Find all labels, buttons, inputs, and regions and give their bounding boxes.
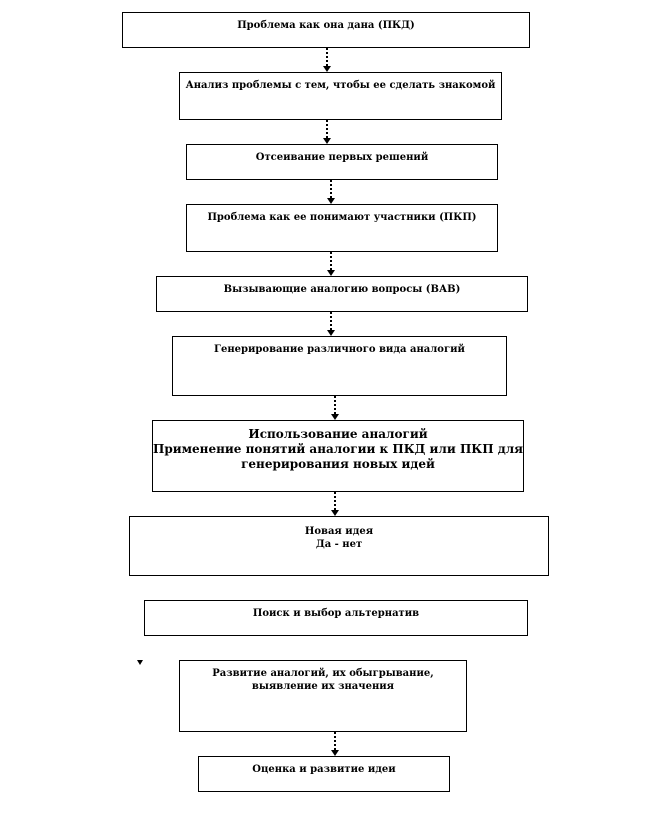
step-3-text: Отсеивание первых решений bbox=[255, 152, 429, 163]
arrow-1-2 bbox=[322, 48, 332, 72]
step-6-box bbox=[172, 336, 507, 396]
step-5-box bbox=[156, 276, 528, 312]
arrow-3-4 bbox=[326, 180, 336, 204]
arrow-2-3 bbox=[322, 120, 332, 144]
step-10-text-line-1: Развитие аналогий, их обыгрывание, bbox=[212, 668, 434, 679]
arrow-6-7 bbox=[330, 396, 340, 420]
step-11-text: Оценка и развитие идеи bbox=[252, 764, 396, 775]
step-1-box bbox=[122, 12, 530, 48]
step-6-text: Генерирование различного вида аналогий bbox=[214, 344, 465, 355]
step-8-box bbox=[129, 516, 549, 576]
stray-arrowhead-icon bbox=[137, 660, 143, 665]
step-9-box bbox=[144, 600, 528, 636]
arrow-10-11 bbox=[330, 732, 340, 756]
step-10-text-line-2: выявление их значения bbox=[251, 681, 395, 692]
step-5-text: Вызывающие аналогию вопросы (ВАВ) bbox=[223, 284, 461, 295]
step-11-box bbox=[198, 756, 450, 792]
step-9-text: Поиск и выбор альтернатив bbox=[252, 608, 420, 619]
step-7-box bbox=[152, 420, 524, 492]
step-2-text: Анализ проблемы с тем, чтобы ее сделать знакомой bbox=[185, 80, 496, 91]
arrow-4-5 bbox=[326, 252, 336, 276]
step-7-text-line-2: Применение понятий аналогии к ПКД или ПКП для bbox=[152, 442, 524, 456]
arrow-5-6 bbox=[326, 312, 336, 336]
step-7-text-line-1: Использование аналогий bbox=[248, 427, 428, 441]
step-8-text-line-2: Да - нет bbox=[315, 539, 363, 550]
step-4-box bbox=[186, 204, 498, 252]
step-10-box bbox=[179, 660, 467, 732]
step-2-box bbox=[179, 72, 502, 120]
step-7-text-line-3: генерирования новых идей bbox=[241, 457, 435, 471]
step-1-text: Проблема как она дана (ПКД) bbox=[237, 20, 415, 31]
step-4-text: Проблема как ее понимают участники (ПКП) bbox=[207, 212, 477, 223]
step-3-box bbox=[186, 144, 498, 180]
step-8-text-line-1: Новая идея bbox=[304, 526, 374, 537]
arrow-7-8 bbox=[330, 492, 340, 516]
